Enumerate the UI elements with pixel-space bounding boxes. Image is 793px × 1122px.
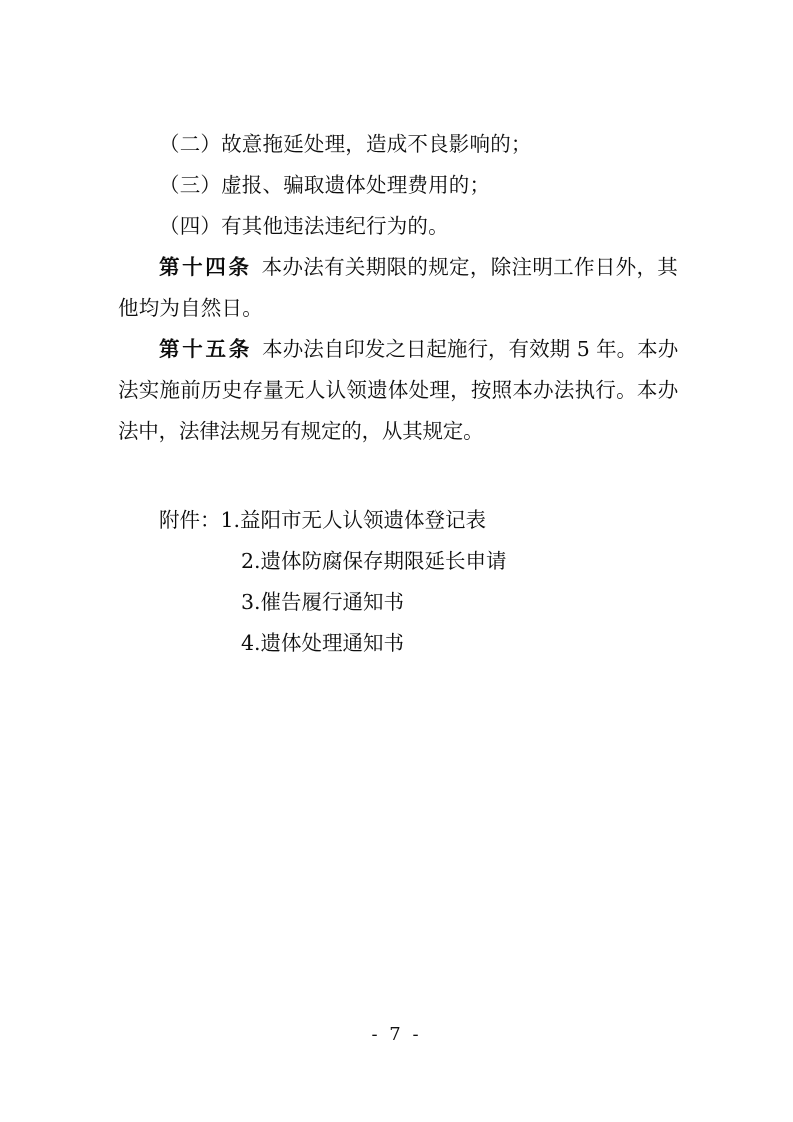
article-label-14: 第十四条 <box>159 255 252 279</box>
list-item: （二）故意拖延处理，造成不良影响的； <box>159 132 532 156</box>
attachment-line-2: 2.遗体防腐保存期限延长申请 <box>241 549 507 573</box>
attachment-line-4: 4.遗体处理通知书 <box>241 631 405 655</box>
attachment-line-1 <box>118 500 678 541</box>
page-number: - 7 - <box>371 1024 422 1045</box>
attachment-item-1: 1.益阳市无人认领遗体登记表 <box>220 508 487 532</box>
list-item: （四）有其他违法违纪行为的。 <box>159 214 449 238</box>
article-label-15: 第十五条 <box>159 337 252 361</box>
article-paragraph-15 <box>118 329 678 452</box>
list-item: （三）虚报、骗取遗体处理费用的； <box>159 173 491 197</box>
attachments-label: 附件： <box>159 508 221 532</box>
document-body <box>118 124 678 664</box>
article-text-14: 本办法有关期限的规定，除注明工作日外，其他均为自然日。 <box>118 255 678 320</box>
article-paragraph-14 <box>118 247 678 329</box>
attachments-block <box>118 500 678 664</box>
article-text-15: 本办法自印发之日起施行，有效期 5 年。本办法实施前历史存量无人认领遗体处理，按照本办法执行。本办法中，法律法规另有规定的，从其规定。 <box>118 337 678 443</box>
attachment-line-3: 3.催告履行通知书 <box>241 590 405 614</box>
